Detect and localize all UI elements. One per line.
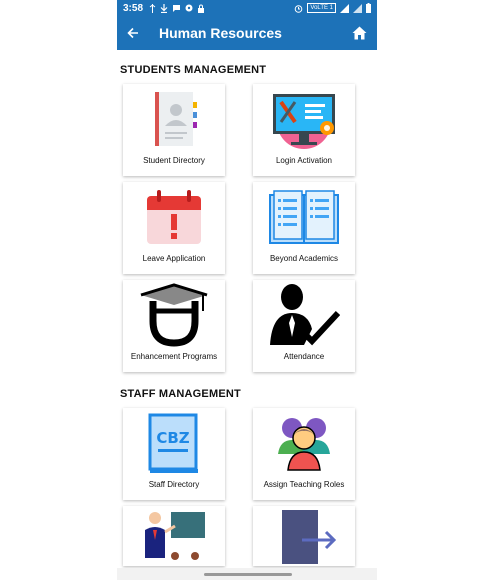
network-badge: VoLTE 1 (307, 3, 336, 13)
student-directory-card[interactable] (123, 84, 225, 176)
card-label: Leave Application (142, 254, 206, 263)
group-people-icon (274, 408, 334, 478)
location-icon (185, 4, 193, 13)
address-book-icon (149, 84, 199, 154)
exit-arrow-icon (268, 506, 340, 566)
students-grid (117, 84, 377, 372)
card-label: Staff Directory (148, 480, 200, 489)
usb-icon (149, 4, 156, 13)
arrow-left-icon (127, 27, 139, 39)
home-gesture-handle[interactable] (204, 573, 292, 576)
assign-teaching-roles-card[interactable] (253, 408, 355, 500)
status-time: 3:58 (123, 2, 144, 14)
teacher-board-icon (139, 506, 209, 566)
card-label: Assign Teaching Roles (263, 480, 345, 489)
system-icons (294, 3, 371, 13)
attendance-card[interactable] (253, 280, 355, 372)
card-label: Enhancement Programs (130, 352, 218, 361)
exit-card[interactable] (253, 506, 355, 566)
staff-grid (117, 408, 377, 566)
battery-icon (366, 3, 371, 13)
notification-icons (149, 4, 205, 13)
download-icon (160, 4, 168, 13)
calendar-alert-icon (145, 182, 203, 252)
card-label: Attendance (283, 352, 325, 361)
alarm-icon (294, 4, 303, 13)
signal-icon (340, 4, 349, 13)
phone-screen (117, 0, 377, 580)
app-bar (117, 16, 377, 50)
lock-icon (197, 4, 205, 13)
home-button[interactable] (352, 26, 367, 40)
back-button[interactable] (127, 27, 139, 39)
staff-directory-card[interactable] (123, 408, 225, 500)
book-text: CBZ (156, 429, 190, 447)
message-icon (172, 4, 181, 13)
page-title: Human Resources (159, 25, 282, 41)
monitor-tools-icon (269, 84, 339, 154)
graduate-icon (139, 280, 209, 350)
cbz-book-icon (144, 408, 204, 478)
beyond-academics-card[interactable] (253, 182, 355, 274)
signal-icon (353, 4, 362, 13)
gesture-nav-bar (117, 568, 377, 580)
login-activation-card[interactable] (253, 84, 355, 176)
section-title-staff: STAFF MANAGEMENT (120, 388, 241, 400)
card-label: Login Activation (275, 156, 333, 165)
card-label: Student Directory (143, 156, 205, 165)
home-icon (352, 26, 367, 40)
status-bar (117, 0, 377, 16)
teacher-card[interactable] (123, 506, 225, 566)
leave-application-card[interactable] (123, 182, 225, 274)
card-label: Beyond Academics (269, 254, 339, 263)
section-title-students: STUDENTS MANAGEMENT (120, 64, 267, 76)
enhancement-programs-card[interactable] (123, 280, 225, 372)
person-check-icon (268, 280, 340, 350)
open-book-icon (268, 182, 340, 252)
